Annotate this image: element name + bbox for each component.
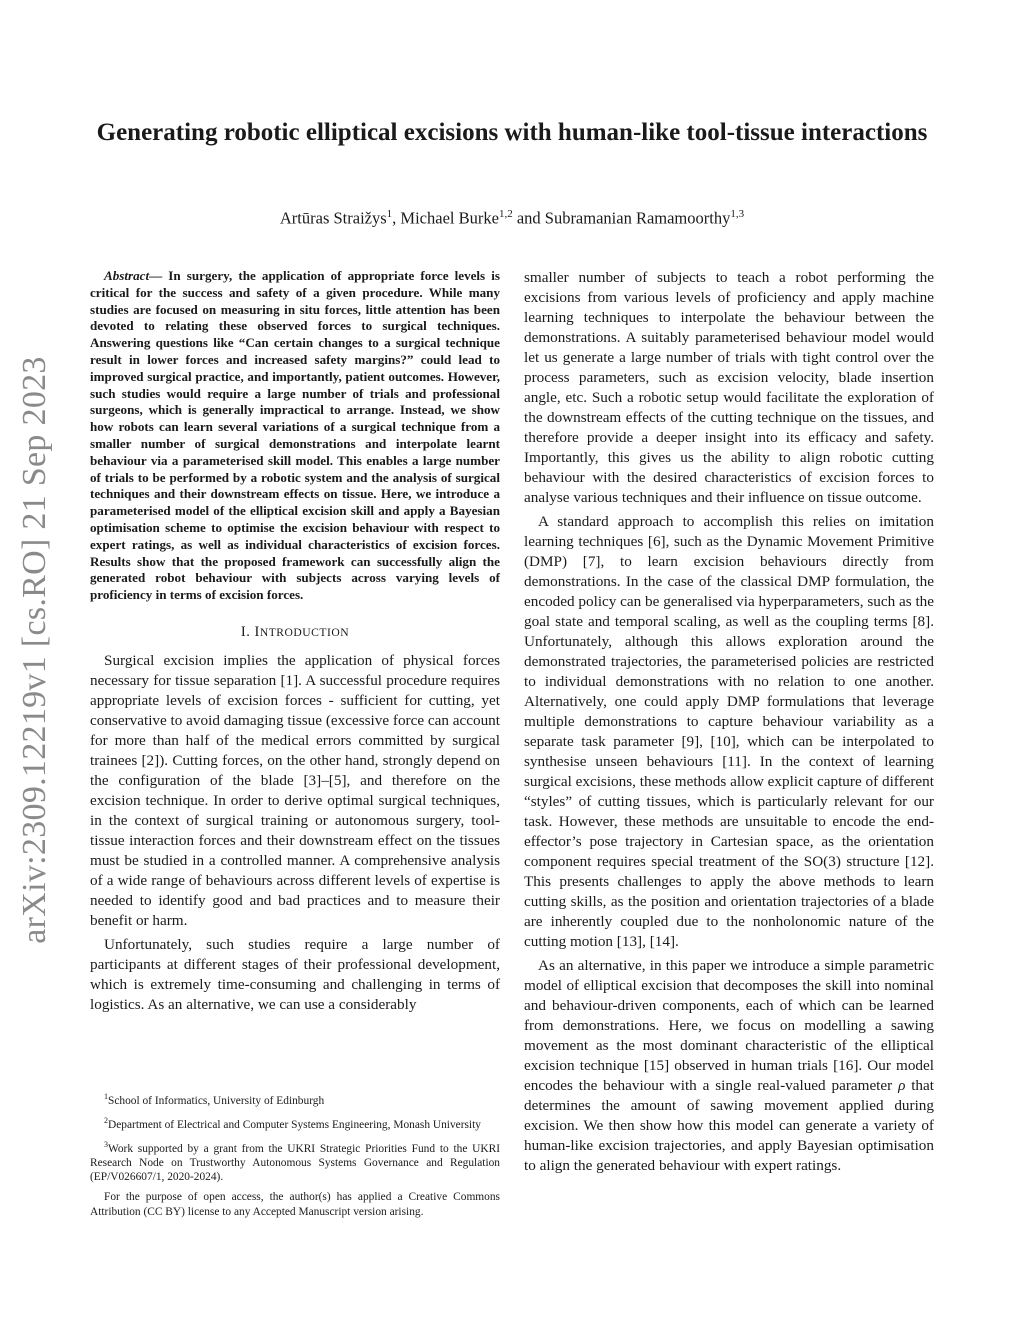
footnote-2-mark: 2 — [104, 1116, 108, 1125]
footnote-2 — [90, 1114, 500, 1132]
footnote-open-access-text: For the purpose of open access, the author(s) has applied a Creative Commons Attribution (CC BY) license to any Accepted Manuscript version arising. — [90, 1191, 500, 1218]
author-1-affil: 1 — [386, 208, 393, 220]
footnote-3 — [90, 1138, 500, 1184]
section-heading-introduction — [90, 622, 500, 643]
footnote-2-text: Department of Electrical and Computer Systems Engineering, Monash University — [108, 1118, 481, 1131]
author-line — [90, 208, 934, 229]
arxiv-stamp — [0, 350, 70, 950]
footnote-1 — [90, 1090, 500, 1108]
abstract-label: Abstract — [104, 268, 150, 283]
right-column — [524, 268, 934, 1180]
intro-paragraph-1: Surgical excision implies the application of physical forces necessary for tissue separation [1]. A successful procedure requires appropriate levels of excision forces - sufficient for cutting, yet conservative to avoid damaging tissue (excessive force can account for more than half of the medical errors committed by surgical trainees [2]). Cutting forces, on the other hand, strongly depend on the configuration of the blade [3]–[5], and therefore on the excision technique. In order to derive optimal surgical techniques, in the context of surgical training or autonomous surgery, tool-tissue interaction forces and their downstream effect on the tissues must be studied in a controlled manner. A comprehensive analysis of a wide range of behaviours across different levels of expertise is needed to identify good and bad practices and to measure their benefit or harm. — [90, 651, 500, 929]
abstract — [90, 268, 500, 604]
paper-title: Generating robotic elliptical excisions with human-like tool-tissue interactions — [96, 119, 928, 146]
arxiv-identifier: arXiv:2309.12219v1 [cs.RO] 21 Sep 2023 — [16, 356, 53, 944]
intro-paragraph-3: A standard approach to accomplish this relies on imitation learning techniques [6], such as the Dynamic Movement Primitive (DMP) [7], to learn excision behaviours directly from demonstrations. In the case of the classical DMP formulation, the encoded policy can be generalised via hyperparameters, such as the goal state and temporal scaling, as well as the coupling terms [8]. Unfortunately, although this allows exploration around the demonstrated trajectories, the parameterised policies are restricted to individual demonstrations with no relation to one another. Alternatively, one could apply DMP formulations that leverage multiple demonstrations to capture behaviour variability as a separate task parameter [9], [10], which can be interpolated to synthesise unseen behaviours [11]. In the context of learning surgical excisions, these methods allow explicit capture of different “styles” of cutting tissues, which is particularly relevant for our task. However, these methods are unsuitable to encode the end-effector’s pose trajectory in Cartesian space, as the orientation component requires special treatment of the SO(3) structure [12]. This presents challenges to apply the above methods to learn cutting skills, as the position and orientation trajectories of a blade are inherently coupled due to the nonholonomic nature of the cutting motion [13], [14]. — [524, 513, 934, 950]
intro-paragraph-4 — [524, 956, 934, 1176]
section-title: NTRODUCTION — [259, 625, 350, 639]
left-column — [90, 268, 500, 1019]
author-3-affil: 1,3 — [730, 208, 745, 220]
intro-paragraph-2-continued: smaller number of subjects to teach a robot performing the excisions from various levels of proficiency and apply machine learning techniques to interpolate the behaviour between the demonstrations. A suitably parameterised behaviour model would let us generate a large number of trials with tight control over the process parameters, such as excision velocity, blade insertion angle, etc. Such a robotic setup would facilitate the exploration of the downstream effects of the cutting technique on the tissues, and therefore provide a deeper insight into its efficacy and safety. Importantly, this gives us the ability to align robotic cutting behaviour with the desired characteristics of excision forces to analyse various techniques and their influence on tissue outcome. — [524, 269, 934, 506]
footnote-1-mark: 1 — [104, 1092, 108, 1101]
abstract-text: — In surgery, the application of appropriate force levels is critical for the success and safety of a given procedure. While many studies are focused on measuring in situ forces, little attention has been devoted to relating these observed forces to surgical techniques. Answering questions like “Can certain changes to a surgical technique result in lower forces and increased safety margins?” could lead to improved surgical practice, and importantly, patient outcomes. However, such studies would require a large number of trials and professional surgeons, which is generally impractical to arrange. Instead, we show how robots can learn several variations of a surgical technique from a smaller number of surgical demonstrations and interpolate learnt behaviour via a parameterised skill model. This enables a large number of trials to be performed by a robotic system and the analysis of surgical techniques and their downstream effects on tissue. Here, we introduce a parameterised model of the elliptical excision skill and apply a Bayesian optimisation scheme to optimise the excision behaviour with respect to expert ratings, as well as individual characteristics of excision forces. Results show that the proposed framework can successfully align the generated robot behaviour with subjects across varying levels of proficiency in terms of excision forces. — [90, 268, 500, 603]
author-2: , Michael Burke — [392, 208, 499, 228]
author-1: Artūras Straižys — [279, 208, 387, 228]
rho-symbol: ρ — [898, 1077, 906, 1094]
section-numeral: I. I — [240, 623, 260, 640]
author-3: and Subramanian Ramamoorthy — [512, 208, 731, 228]
author-2-affil: 1,2 — [498, 208, 513, 220]
footnote-3-text: Work supported by a grant from the UKRI Strategic Priorities Fund to the UKRI Research Node on Trustworthy Autonomous Systems Governance and Regulation (EP/V026607/1, 2020-2024). — [90, 1142, 500, 1184]
intro-paragraph-4-part-1: As an alternative, in this paper we introduce a simple parametric model of elliptical excision that decomposes the skill into nominal and behaviour-driven components, each of which can be learned from demonstrations. Here, we focus on modelling a sawing movement as the most dominant characteristic of the elliptical excision technique [15] observed in human trials [16]. Our model encodes the behaviour with a single real-valued parameter — [524, 957, 934, 1094]
footnote-3-mark: 3 — [104, 1140, 108, 1149]
intro-paragraph-4-part-2: that determines the amount of sawing movement applied during excision. We then show how this model can generate a variety of human-like excision trajectories, and apply Bayesian optimisation to align the generated behaviour with expert ratings. — [524, 1077, 934, 1174]
footnote-1-text: School of Informatics, University of Edinburgh — [108, 1094, 325, 1107]
intro-paragraph-2: Unfortunately, such studies require a large number of participants at different stages of their professional development, which is extremely time-consuming and challenging in terms of logistics. As an alternative, we can use a considerably — [90, 935, 500, 1013]
footnotes — [90, 1090, 500, 1225]
footnote-open-access — [90, 1190, 500, 1218]
